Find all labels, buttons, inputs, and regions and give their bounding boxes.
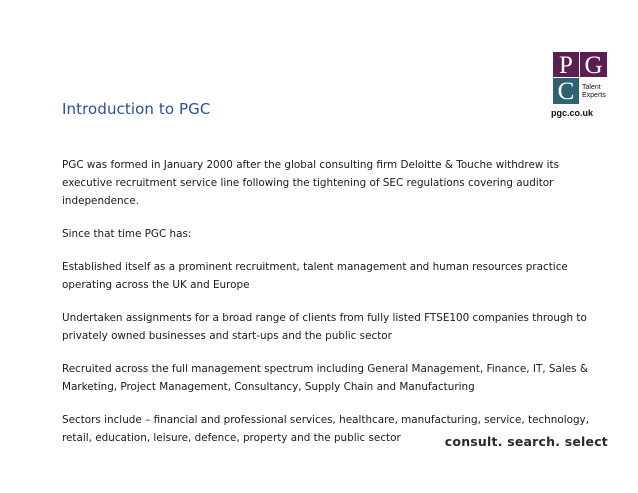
paragraph-established: Established itself as a prominent recruitment, talent management and human resources practice operating across the UK and Europe <box>62 261 568 291</box>
slide-title: Introduction to PGC <box>62 100 211 118</box>
slide-body <box>62 156 592 462</box>
footer-slogan: consult. search. select <box>444 434 608 449</box>
logo-letter-p: P <box>559 52 573 79</box>
paragraph-since: Since that time PGC has: <box>62 228 192 240</box>
logo-url: pgc.co.uk <box>551 108 594 118</box>
logo-tagline-experts: Experts <box>582 92 606 99</box>
paragraph-assignments: Undertaken assignments for a broad range of clients from fully listed FTSE100 companies through to privately owned businesses and start-ups and the public sector <box>62 312 587 342</box>
paragraph-history: PGC was formed in January 2000 after the global consulting firm Deloitte & Touche withdrew its executive recruitment service line following the tightening of SEC regulations covering auditor independence. <box>62 159 560 207</box>
paragraph-sectors: Sectors include – financial and professional services, healthcare, manufacturing, service, technology, retail, education, leisure, defence, property and the public sector <box>62 414 589 444</box>
logo-letter-c: C <box>557 78 575 104</box>
pgc-logo <box>553 52 607 104</box>
paragraph-recruited: Recruited across the full management spectrum including General Management, Finance, IT, Sales & Marketing, Project Management, Consultancy, Supply Chain and Manufacturing <box>62 363 588 393</box>
logo-tagline-talent: Talent <box>582 84 601 91</box>
logo-letter-g: G <box>584 52 603 79</box>
